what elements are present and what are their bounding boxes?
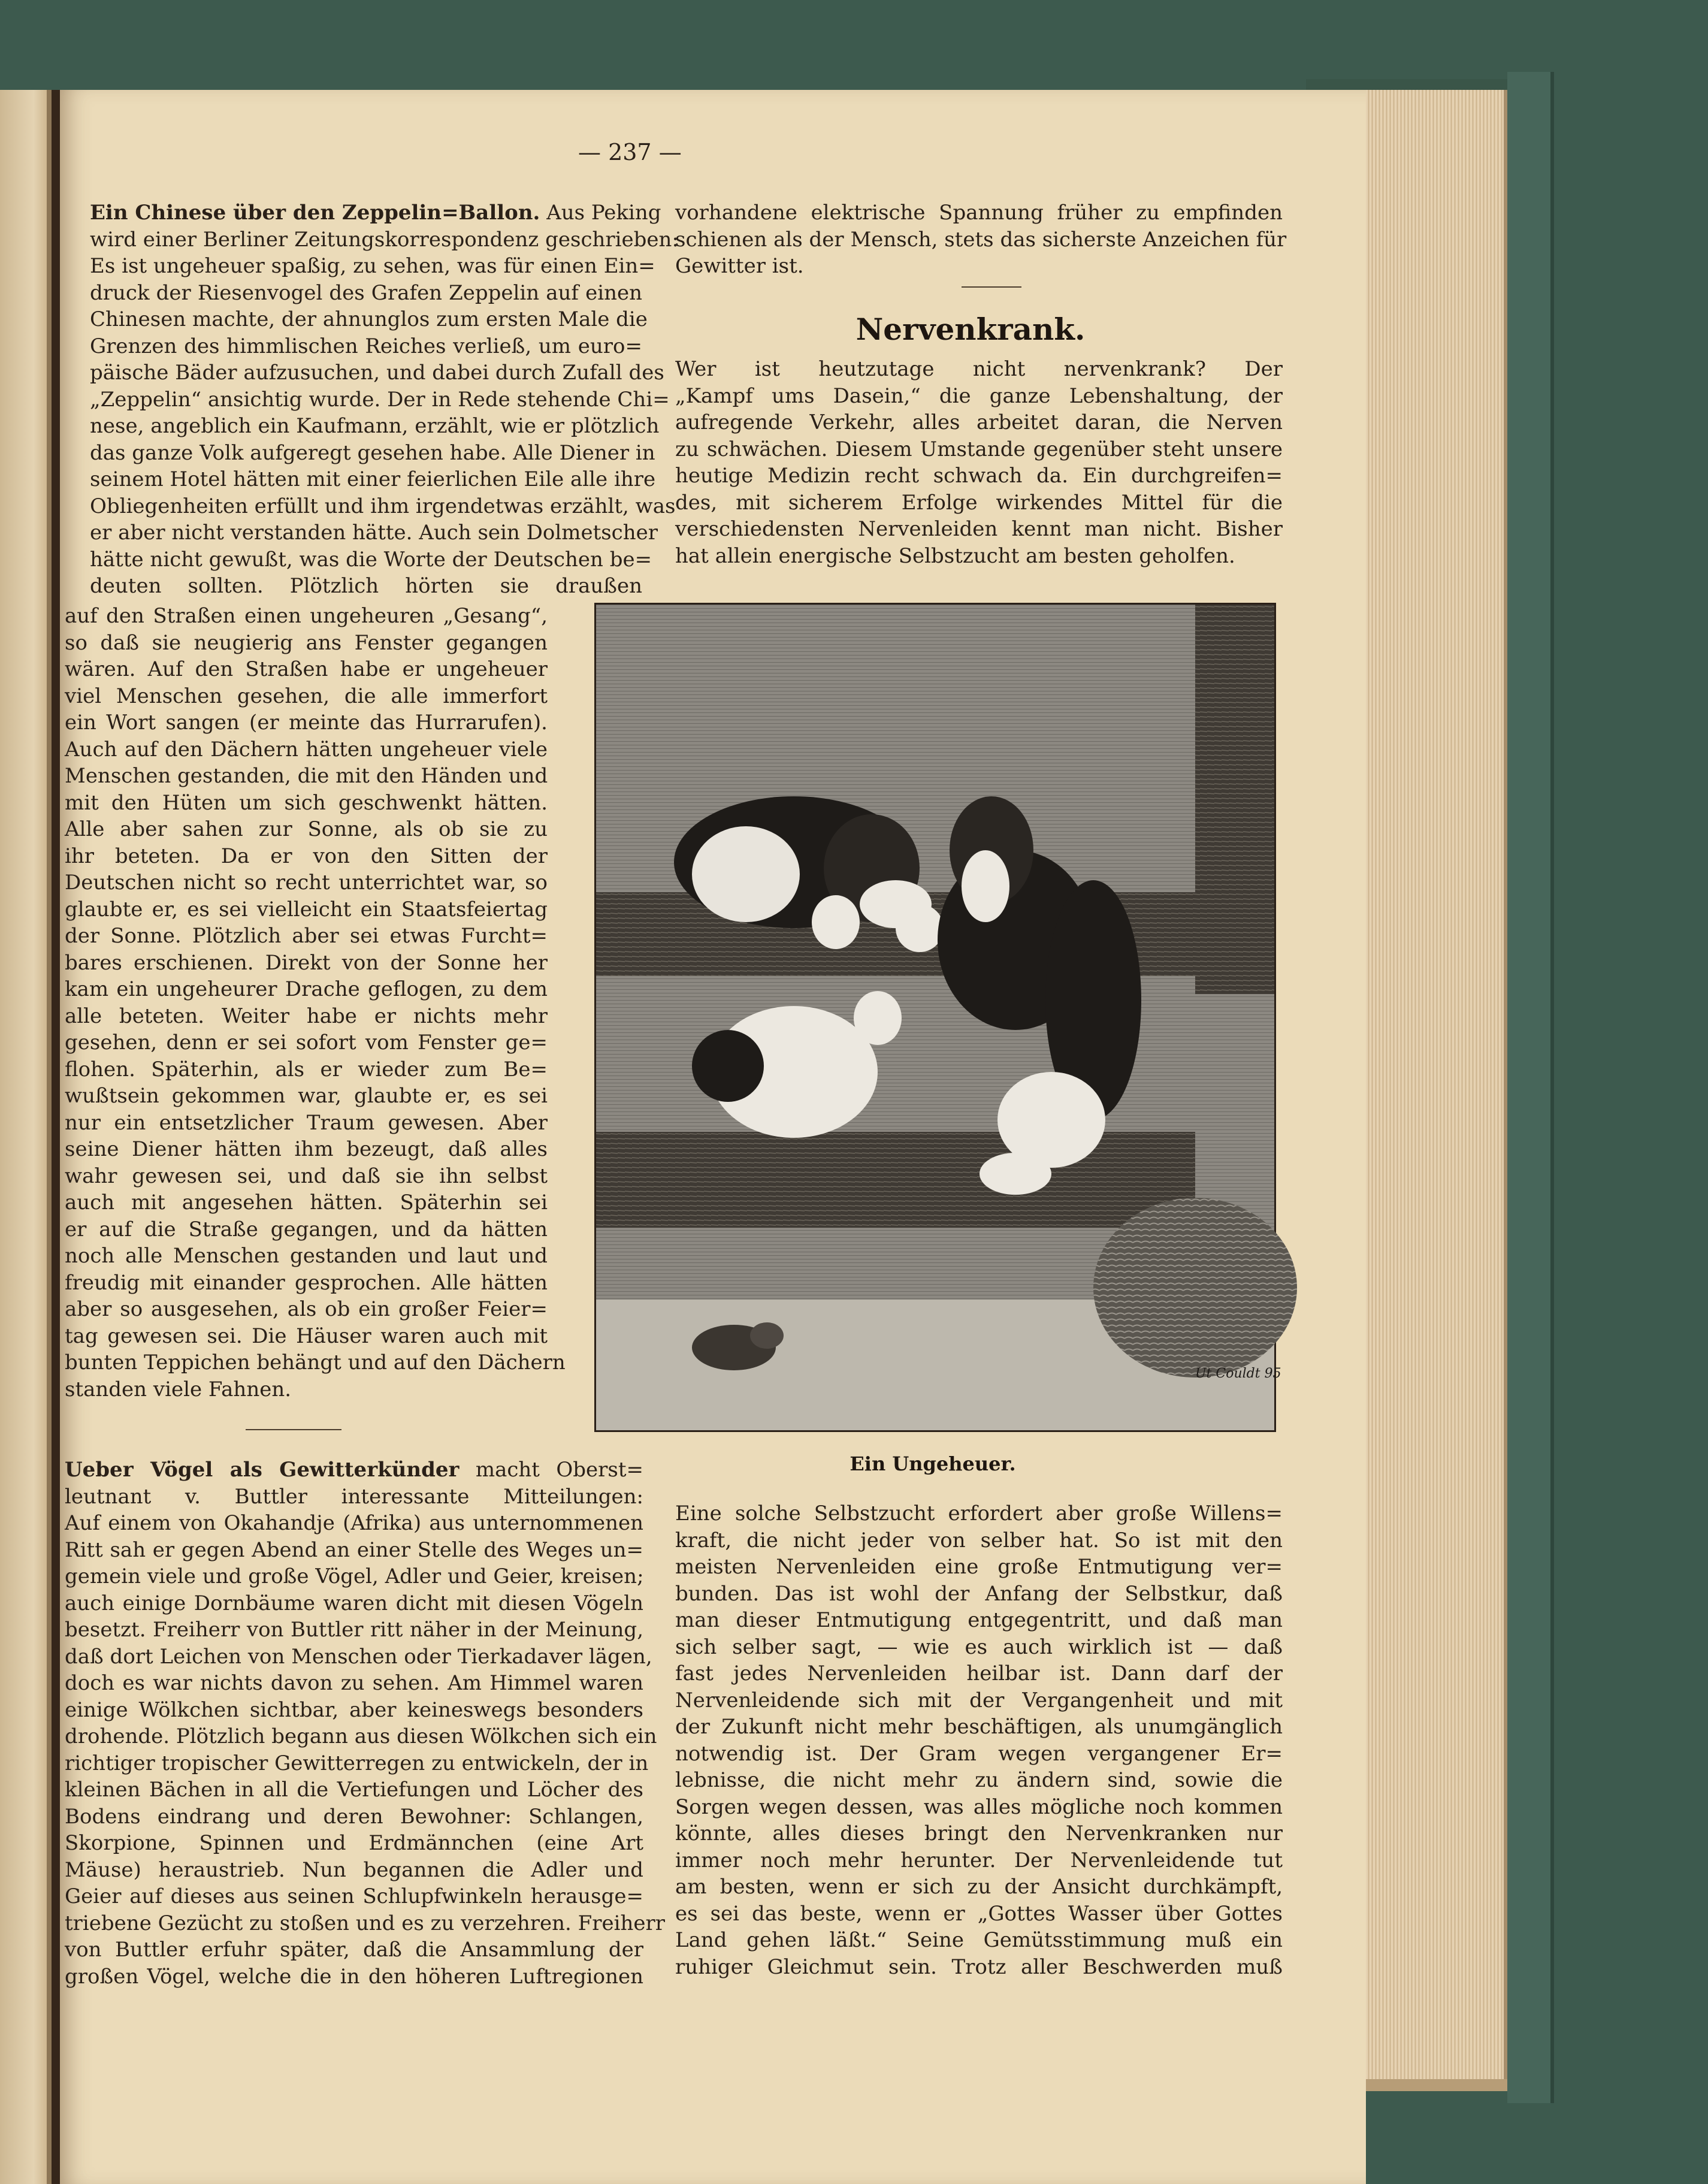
text-line [65, 1777, 643, 1804]
text-line [675, 253, 1283, 280]
text-line [65, 1537, 643, 1564]
text-line-content: nese, angeblich ein Kaufmann, erzählt, wie er plötzlich [90, 414, 660, 438]
figure-caption: Ein Ungeheuer. [850, 1452, 1016, 1475]
text-line [65, 1510, 643, 1537]
text-line-content: noch alle Menschen gestanden und laut und [65, 1244, 548, 1268]
text-line-content: auch mit angesehen hätten. Späterhin sei [65, 1191, 548, 1215]
text-line-content: kam ein ungeheurer Drache geflogen, zu dem [65, 977, 548, 1001]
text-line [65, 1617, 643, 1644]
text-line [65, 923, 548, 950]
text-line [675, 1607, 1283, 1634]
text-line-content: ruhiger Gleichmut sein. Trotz aller Beschwerden muß [675, 1955, 1283, 1979]
text-line-content: Geier auf dieses aus seinen Schlupfwinkeln herausge= [65, 1884, 643, 1908]
text-line-content: hat allein energische Selbstzucht am besten geholfen. [675, 543, 1235, 568]
text-line-content: aber so ausgesehen, als ob ein großer Feier= [65, 1297, 548, 1321]
text-line-content: bunden. Das ist wohl der Anfang der Selbstkur, daß [675, 1581, 1283, 1606]
text-line [90, 306, 648, 333]
text-line [65, 1484, 643, 1511]
text-line-content: richtiger tropischer Gewitterregen zu entwickeln, der in [65, 1751, 649, 1775]
text-line-content: wird einer Berliner Zeitungskorrespondenz geschrieben: [90, 227, 679, 252]
text-line-content: es sei das beste, wenn er „Gottes Wasser über Gottes [675, 1901, 1283, 1926]
text-line-content: nur ein entsetzlicher Traum gewesen. Aber [65, 1110, 548, 1135]
text-line-content: Skorpione, Spinnen und Erdmännchen (eine Art [65, 1831, 643, 1855]
text-line [675, 1660, 1283, 1687]
text-line [675, 436, 1283, 463]
text-line [65, 1937, 643, 1964]
text-line-content: leutnant v. Buttler interessante Mitteilungen: [65, 1484, 643, 1509]
text-line-content: viel Menschen gesehen, die alle immerfort [65, 684, 548, 708]
text-line [65, 1323, 548, 1350]
book-cover-edge [1507, 72, 1554, 2103]
article-nervenkrank-continued [675, 1500, 1283, 1980]
text-line-content: alle beteten. Weiter habe er nichts mehr [65, 1004, 548, 1028]
text-line [675, 1874, 1283, 1901]
text-line-content: Land gehen läßt.“ Seine Gemütsstimmung muß ein [675, 1928, 1283, 1952]
text-line [675, 1794, 1283, 1821]
text-line [675, 1581, 1283, 1608]
text-line [65, 1883, 643, 1910]
text-line-content: Gewitter ist. [675, 254, 804, 278]
text-line [90, 280, 642, 307]
text-line-content: Auf einem von Okahandje (Afrika) aus unternommenen [65, 1511, 643, 1535]
text-line-content: wären. Auf den Straßen habe er ungeheuer [65, 657, 548, 681]
previous-page-shadow [47, 90, 52, 2184]
text-line-content: schienen als der Mensch, stets das sicherste Anzeichen für [675, 227, 1287, 252]
text-line-content: tag gewesen sei. Die Häuser waren auch mit [65, 1324, 548, 1348]
text-line-content: er auf die Straße gegangen, und da hätten [65, 1217, 548, 1241]
text-line [65, 1270, 548, 1297]
text-line-content: immer noch mehr herunter. Der Nervenleidende tut [675, 1848, 1283, 1872]
text-line-content: Bodens eindrang und deren Bewohner: Schlangen, [65, 1804, 643, 1829]
text-line [90, 253, 655, 280]
text-line [65, 1723, 657, 1750]
text-line [65, 1910, 665, 1937]
text-line [90, 333, 642, 360]
page-number: — 237 — [578, 139, 682, 165]
text-line-content: fast jedes Nervenleiden heilbar ist. Dann darf der [675, 1662, 1283, 1685]
text-line [65, 1750, 649, 1777]
text-line [90, 226, 679, 253]
text-line-content: flohen. Späterhin, als er wieder zum Be= [65, 1057, 548, 1082]
text-line [675, 1741, 1283, 1768]
text-line [65, 1029, 548, 1056]
text-line-content: wahr gewesen sei, und daß sie ihn selbst [65, 1164, 548, 1188]
text-line [90, 493, 676, 520]
text-line-content: Wer ist heutzutage nicht nervenkrank? Der [675, 357, 1283, 381]
text-line [90, 440, 655, 467]
text-line-content: hätte nicht gewußt, was die Worte der Deutschen be= [90, 547, 652, 572]
text-line [675, 1820, 1283, 1847]
text-line-content: seine Diener hätten ihm bezeugt, daß alles [65, 1137, 548, 1161]
text-line [675, 1901, 1283, 1928]
text-line-content: wußtsein gekommen war, glaubte er, es sei [65, 1084, 548, 1108]
text-line [65, 1189, 548, 1216]
article-chinese-zeppelin-continued [65, 603, 566, 1403]
text-line-content: macht Oberst= [459, 1458, 643, 1482]
text-line [65, 950, 548, 977]
text-line [675, 463, 1283, 490]
text-line-content: glaubte er, es sei vielleicht ein Staatsfeiertag [65, 897, 548, 922]
text-line [65, 1243, 548, 1270]
text-line-content: Chinesen machte, der ahnunglos zum ersten Male die [90, 307, 648, 331]
text-line-content: „Kampf ums Dasein,“ die ganze Lebenshaltung, der [675, 383, 1283, 408]
article-birds-thunderstorm-end [675, 200, 1287, 280]
text-line-content: notwendig ist. Der Gram wegen vergangener Er= [675, 1741, 1283, 1766]
text-line [90, 360, 664, 386]
text-line-content: des, mit sicherem Erfolge wirkendes Mittel für die [675, 490, 1283, 515]
text-line-content: könnte, alles dieses bringt den Nervenkranken nur [675, 1821, 1283, 1845]
text-line [65, 630, 548, 657]
text-line-content: standen viele Fahnen. [65, 1377, 292, 1401]
text-line-content: am besten, wenn er sich zu der Ansicht durchkämpft, [675, 1875, 1283, 1899]
text-line-content: Nervenleidende sich mit der Vergangenheit und mit [675, 1688, 1283, 1712]
text-line [65, 1964, 643, 1990]
text-line-content: sich selber sagt, — wie es auch wirklich ist — daß [675, 1635, 1283, 1659]
text-line-content: vorhandene elektrische Spannung früher zu empfinden [675, 201, 1283, 225]
text-line [675, 1554, 1283, 1581]
text-line-content: besetzt. Freiherr von Buttler ritt näher in der Meinung, [65, 1618, 643, 1642]
text-line [65, 683, 548, 710]
text-line [675, 200, 1283, 226]
text-line [65, 1457, 643, 1484]
text-line [90, 413, 660, 440]
text-line [65, 1110, 548, 1137]
text-line-content: ein Wort sangen (er meinte das Hurrarufen). [65, 711, 548, 735]
text-line [65, 736, 548, 763]
page-stack-bottom [1366, 2079, 1507, 2091]
text-line [65, 1830, 643, 1857]
text-line-content: gesehen, denn er sei sofort vom Fenster ge= [65, 1031, 548, 1055]
text-line-content: er aber nicht verstanden hätte. Auch sein Dolmetscher [90, 521, 658, 545]
text-line [90, 519, 658, 546]
text-line [675, 1527, 1283, 1554]
text-line [65, 763, 548, 790]
text-line [675, 1954, 1283, 1981]
text-line [65, 976, 548, 1003]
text-line-content: man dieser Entmutigung entgegentritt, und daß man [675, 1608, 1283, 1632]
text-line-content: Obliegenheiten erfüllt und ihm irgendetwas erzählt, was [90, 494, 676, 518]
text-line-content: auf den Straßen einen ungeheuren „Gesang“, [65, 604, 548, 628]
text-line [65, 1804, 643, 1830]
text-line-content: auch einige Dornbäume waren dicht mit diesen Vögeln [65, 1591, 643, 1615]
text-line [675, 1767, 1283, 1794]
text-line-content: so daß sie neugierig ans Fenster gegangen [65, 630, 548, 655]
text-line [65, 1644, 652, 1671]
text-line [675, 409, 1283, 436]
text-line [675, 1687, 1283, 1714]
text-line-content: gemein viele und große Vögel, Adler und Geier, kreisen; [65, 1564, 644, 1588]
text-line-content: deuten sollten. Plötzlich hörten sie draußen [90, 574, 642, 598]
text-line [675, 383, 1283, 410]
text-line [65, 1163, 548, 1190]
text-line [65, 1376, 548, 1403]
text-line-content: Alle aber sahen zur Sonne, als ob sie zu [65, 817, 548, 841]
text-line-content: Ritt sah er gegen Abend an einer Stelle des Weges un= [65, 1537, 643, 1562]
text-line-content: drohende. Plötzlich begann aus diesen Wölkchen sich ein [65, 1724, 657, 1748]
text-line [65, 1563, 643, 1590]
text-line [65, 603, 548, 630]
article-nervenkrank-intro [675, 356, 1283, 569]
text-line [675, 356, 1283, 383]
text-line-content: daß dort Leichen von Menschen oder Tierkadaver lägen, [65, 1644, 652, 1669]
text-line [65, 1136, 548, 1163]
text-line [675, 1714, 1283, 1741]
text-line-content: Auch auf den Dächern hätten ungeheuer viele [65, 737, 548, 762]
text-line-content: Sorgen wegen dessen, was alles mögliche noch kommen [675, 1795, 1283, 1819]
text-line [90, 573, 642, 600]
text-line-content: bunten Teppichen behängt und auf den Dächern [65, 1351, 566, 1375]
text-line-content: großen Vögel, welche die in den höheren Luftregionen [65, 1964, 643, 1989]
text-line-content: der Zukunft nicht mehr beschäftigen, als unumgänglich [675, 1715, 1283, 1739]
text-line-content: heutige Medizin recht schwach da. Ein durchgreifen= [675, 464, 1283, 488]
text-line [65, 1056, 548, 1083]
text-line-content: doch es war nichts davon zu sehen. Am Himmel waren [65, 1671, 643, 1695]
text-line-content: meisten Nervenleiden eine große Entmutigung ver= [675, 1555, 1283, 1579]
article-lead-title: Ueber Vögel als Gewitterkünder [65, 1458, 460, 1482]
text-line-content: Es ist ungeheuer spaßig, zu sehen, was für einen Ein= [90, 254, 655, 278]
text-line-content: aufregende Verkehr, alles arbeitet daran, die Nerven [675, 410, 1283, 434]
text-line [65, 896, 548, 923]
text-line-content: mit den Hüten um sich geschwenkt hätten. [65, 790, 548, 815]
text-line-content: von Buttler erfuhr später, daß die Ansammlung der [65, 1938, 643, 1962]
text-line [65, 869, 548, 896]
text-line-content: Eine solche Selbstzucht erfordert aber große Willens= [675, 1502, 1283, 1526]
text-line-content: „Zeppelin“ ansichtig wurde. Der in Rede stehende Chi= [90, 387, 670, 412]
text-line-content: Grenzen des himmlischen Reiches verließ, um euro= [90, 334, 642, 358]
text-line-content: Aus Peking [540, 201, 661, 225]
text-line [90, 386, 670, 413]
article-lead-title: Ein Chinese über den Zeppelin=Ballon. [90, 201, 540, 225]
page-stack-edge [1366, 90, 1507, 2079]
text-line [675, 516, 1283, 543]
section-divider-right [962, 286, 1021, 288]
text-line-content: ihr beteten. Da er von den Sitten der [65, 844, 548, 868]
text-line [65, 1857, 643, 1884]
text-line-content: Deutschen nicht so recht unterrichtet war, so [65, 871, 548, 895]
book-gutter [52, 90, 60, 2184]
text-line-content: bares erschienen. Direkt von der Sonne her [65, 950, 548, 975]
text-line [65, 1697, 643, 1724]
text-line [65, 1670, 643, 1697]
section-divider-left [246, 1429, 341, 1430]
text-line [65, 816, 548, 843]
text-line-content: das ganze Volk aufgeregt gesehen habe. Alle Diener in [90, 440, 655, 465]
text-line-content: der Sonne. Plötzlich aber sei etwas Furcht= [65, 924, 548, 948]
text-line [675, 543, 1283, 570]
text-line [675, 1847, 1283, 1874]
previous-page-edge [0, 90, 48, 2184]
text-line-content: Mäuse) heraustrieb. Nun begannen die Adler und [65, 1857, 643, 1882]
text-line-content: freudig mit einander gesprochen. Alle hätten [65, 1270, 548, 1295]
text-line-content: kleinen Bächen in all die Vertiefungen und Löcher des [65, 1778, 643, 1802]
text-line [675, 1634, 1283, 1661]
text-line-content: lebnisse, die nicht mehr zu ändern sind, sowie die [675, 1768, 1283, 1792]
heading-nervenkrank: Nervenkrank. [855, 312, 1086, 347]
text-line-content: zu schwächen. Diesem Umstande gegenüber steht unsere [675, 437, 1283, 461]
text-line-content: seinem Hotel hätten mit einer feierlichen Eile alle ihre [90, 467, 656, 491]
text-line [90, 200, 661, 226]
text-line [65, 656, 548, 683]
illustration-signature: Ut Couldt 95 [1195, 1366, 1281, 1381]
article-birds-thunderstorm [65, 1457, 665, 1990]
text-line-content: triebene Gezücht zu stoßen und es zu verzehren. Freiherr [65, 1911, 665, 1935]
article-chinese-zeppelin [90, 200, 679, 600]
text-line [675, 226, 1287, 253]
text-line-content: verschiedensten Nervenleiden kennt man nicht. Bisher [675, 517, 1283, 541]
text-line [65, 843, 548, 870]
text-line [65, 1296, 548, 1323]
text-line [675, 1927, 1283, 1954]
text-line-content: päische Bäder aufzusuchen, und dabei durch Zufall des [90, 361, 664, 385]
text-line [65, 790, 548, 817]
illustration-puppies-and-toad [594, 603, 1281, 1432]
text-line [675, 1500, 1283, 1527]
text-line [65, 709, 548, 736]
text-line [65, 1003, 548, 1030]
text-line [65, 1349, 566, 1376]
text-line-content: kraft, die nicht jeder von selber hat. So ist mit den [675, 1528, 1283, 1552]
text-line-content: einige Wölkchen sichtbar, aber keineswegs besonders [65, 1697, 643, 1722]
text-line-content: druck der Riesenvogel des Grafen Zeppelin auf einen [90, 280, 642, 305]
text-line [65, 1083, 548, 1110]
text-line [65, 1590, 643, 1617]
text-line [90, 546, 652, 573]
text-line [65, 1216, 548, 1243]
straw-basket [1093, 1198, 1297, 1378]
text-line [675, 490, 1283, 516]
text-line [90, 466, 656, 493]
bottom-fence-rail [596, 1132, 1195, 1228]
text-line-content: Menschen gestanden, die mit den Händen und [65, 764, 548, 788]
